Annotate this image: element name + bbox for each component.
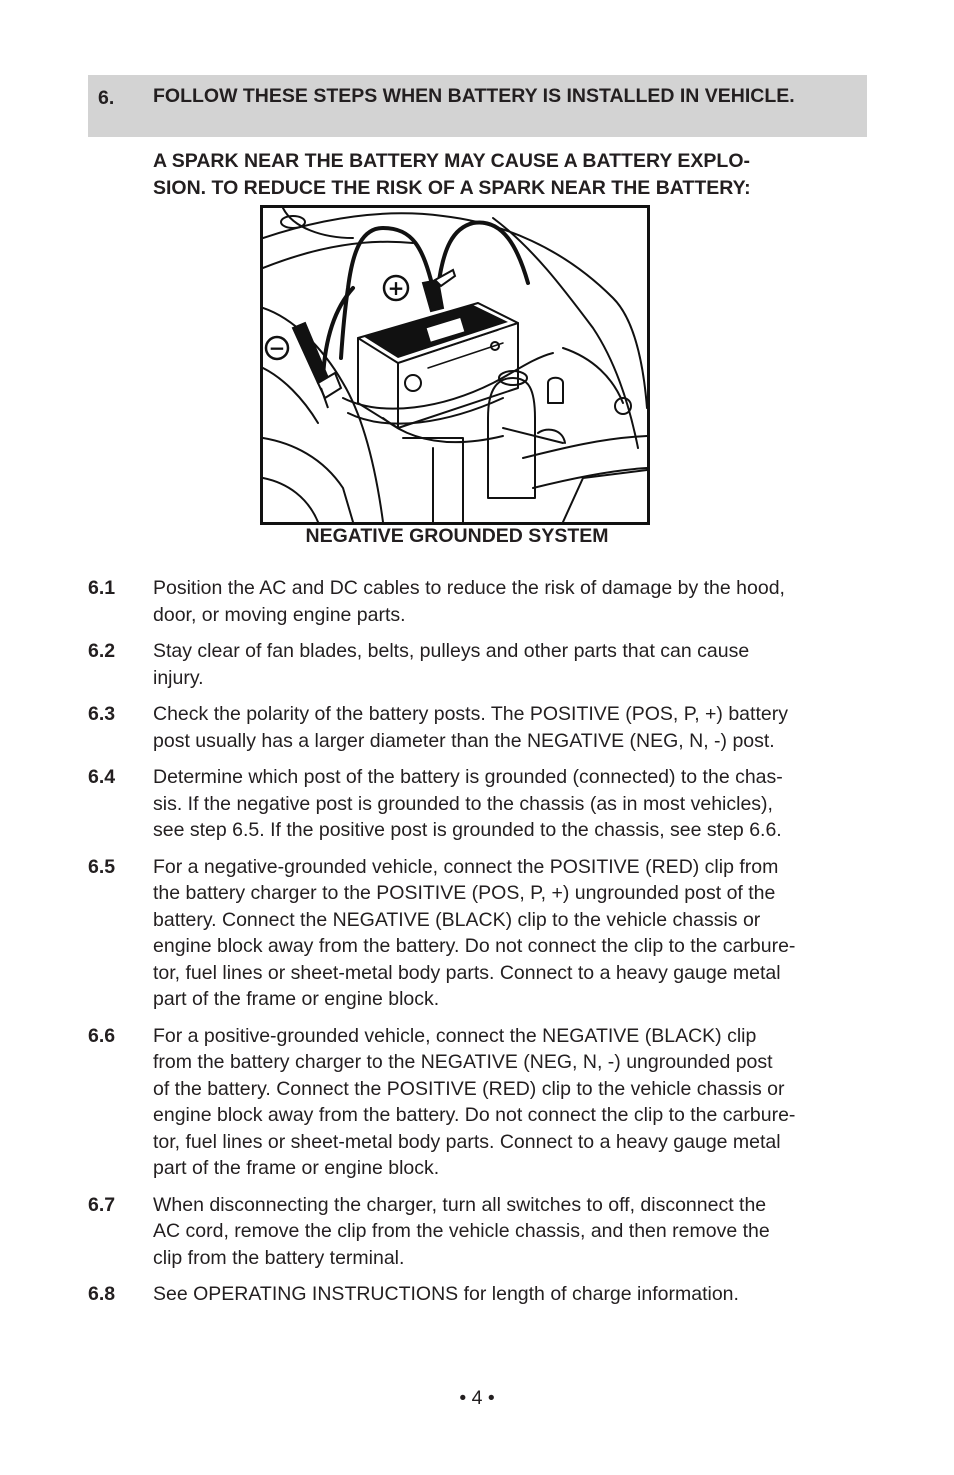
step-text — [153, 575, 868, 628]
step-6-4 — [88, 764, 878, 844]
step-number: 6.5 — [88, 855, 116, 878]
step-6-7 — [88, 1192, 878, 1272]
warning-text — [153, 148, 853, 202]
step-text — [153, 854, 868, 1013]
step-line: tor, fuel lines or sheet-metal body parts. Connect to a heavy gauge metal — [153, 1130, 781, 1153]
step-line: engine block away from the battery. Do not connect the clip to the carbure- — [153, 935, 796, 957]
step-line: Position the AC and DC cables to reduce the risk of damage by the hood, — [153, 577, 785, 599]
step-6-3 — [88, 701, 878, 754]
step-6-8 — [88, 1281, 878, 1308]
step-line: of the battery. Connect the POSITIVE (RED) clip to the vehicle chassis or — [153, 1077, 785, 1100]
step-line: When disconnecting the charger, turn all switches to off, disconnect the — [153, 1193, 767, 1216]
step-text — [153, 638, 868, 691]
step-text — [153, 1023, 868, 1182]
step-line: For a negative-grounded vehicle, connect the POSITIVE (RED) clip from — [153, 855, 779, 878]
section-title: FOLLOW THESE STEPS WHEN BATTERY IS INSTALLED IN VEHICLE. — [153, 85, 795, 107]
step-line: AC cord, remove the clip from the vehicle chassis, and then remove the — [153, 1220, 770, 1242]
step-text — [153, 1192, 868, 1272]
step-text — [153, 701, 868, 754]
step-number: 6.4 — [88, 766, 116, 788]
step-line: Stay clear of fan blades, belts, pulleys and other parts that can cause — [153, 640, 750, 662]
step-number: 6.3 — [88, 703, 116, 725]
step-line: post usually has a larger diameter than the NEGATIVE (NEG, N, -) post. — [153, 729, 775, 752]
steps-list — [88, 575, 878, 1318]
step-6-1 — [88, 575, 878, 628]
step-line: part of the frame or engine block. — [153, 1157, 440, 1179]
step-number: 6.8 — [88, 1283, 116, 1305]
step-line: Determine which post of the battery is grounded (connected) to the chas- — [153, 766, 783, 788]
step-number: 6.1 — [88, 577, 116, 599]
step-line: injury. — [153, 666, 204, 689]
step-6-2 — [88, 638, 878, 691]
step-line: For a positive-grounded vehicle, connect the NEGATIVE (BLACK) clip — [153, 1024, 757, 1047]
step-line: see step 6.5. If the positive post is grounded to the chassis, see step 6.6. — [153, 819, 782, 841]
step-line: the battery charger to the POSITIVE (POS, P, +) ungrounded post of the — [153, 882, 776, 904]
step-line: engine block away from the battery. Do not connect the clip to the carbure- — [153, 1104, 796, 1126]
warning-line: A SPARK NEAR THE BATTERY MAY CAUSE A BATTERY EXPLO- — [153, 150, 750, 172]
step-number: 6.7 — [88, 1193, 116, 1216]
step-number: 6.6 — [88, 1024, 116, 1047]
step-6-6 — [88, 1023, 878, 1182]
step-line: sis. If the negative post is grounded to the chassis (as in most vehicles), — [153, 792, 773, 815]
step-number: 6.2 — [88, 640, 116, 662]
section-header — [88, 75, 867, 137]
step-line: part of the frame or engine block. — [153, 988, 440, 1010]
battery-illustration — [260, 205, 650, 525]
step-6-5 — [88, 854, 878, 1013]
section-number: 6. — [98, 87, 115, 109]
page-number: • 4 • — [459, 1387, 495, 1409]
step-text — [153, 764, 868, 844]
positive-symbol: + — [387, 276, 405, 300]
negative-symbol: − — [268, 336, 286, 360]
figure-caption: NEGATIVE GROUNDED SYSTEM — [305, 525, 609, 547]
step-line: from the battery charger to the NEGATIVE (NEG, N, -) ungrounded post — [153, 1051, 773, 1073]
step-line: battery. Connect the NEGATIVE (BLACK) clip to the vehicle chassis or — [153, 908, 761, 931]
step-line: door, or moving engine parts. — [153, 603, 406, 626]
step-line: Check the polarity of the battery posts. The POSITIVE (POS, P, +) battery — [153, 703, 788, 725]
warning-line: SION. TO REDUCE THE RISK OF A SPARK NEAR THE BATTERY: — [153, 177, 751, 199]
step-line: clip from the battery terminal. — [153, 1246, 405, 1269]
engine-bay-drawing — [263, 208, 647, 522]
step-line: tor, fuel lines or sheet-metal body parts. Connect to a heavy gauge metal — [153, 961, 781, 984]
step-text — [153, 1281, 868, 1308]
step-line: See OPERATING INSTRUCTIONS for length of charge information. — [153, 1283, 739, 1305]
